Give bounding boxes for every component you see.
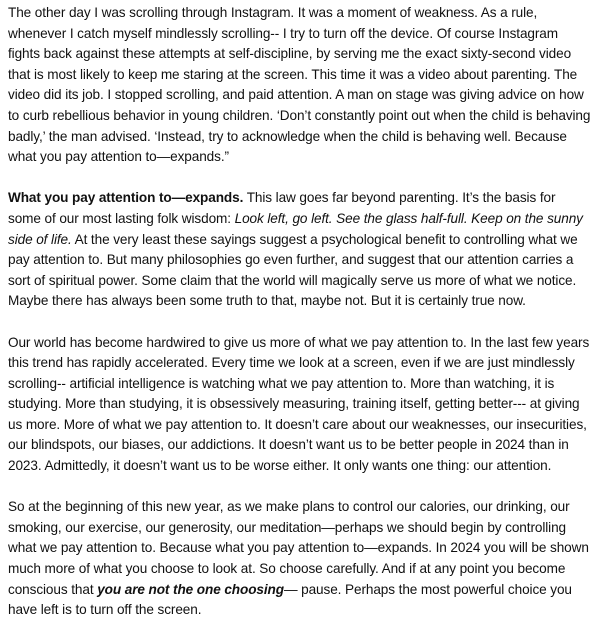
bold-lead-phrase: What you pay attention to—expands. bbox=[8, 190, 244, 206]
paragraph-text: The other day I was scrolling through Instagram. It was a moment of weakness. As a rule, whenever I catch myself mindlessly scrolling-- I try to turn off the device. Of course Instagram fights back against these attempts at self-discipline, by serving me the exact sixty-second video that is most likely to keep me staring at the screen. This time it was a video about parenting. The video did its job. I stopped scrolling, and paid attention. A man on stage was giving advice on how to curb rebellious behavior in young children. ‘Don’t constantly point out when the child is behaving badly,’ the man advised. ‘Instead, try to acknowledge when the child is behaving well. Because what you pay attention to—expands.” bbox=[8, 5, 591, 165]
italic-folk-wisdom: Look left, go left. See the glass half-full. Keep on the sunny side of life. bbox=[8, 210, 583, 247]
paragraph-text: Our world has become hardwired to give us more of what we pay attention to. In the last few years this trend has rapidly accelerated. Every time we look at a screen, even if we are just mindlessly scrolling-- artificial intelligence is watching what we pay attention to. More than watching, it is studying. More than studying, it is obsessively measuring, training itself, getting better--- at giving us more. More of what we pay attention to. It doesn’t care about our weaknesses, our insecurities, our blindspots, our biases, our addictions. It doesn’t want us to be better people in 2024 than in 2023. Admittedly, it doesn’t want us to be worse either. It only wants one thing: our attention. bbox=[8, 334, 590, 474]
paragraph-text: At the very least these sayings suggest a psychological benefit to controlling what we pay attention to. But many philosophies go even further, and suggest that our attention carries a sort of spiritual power. Some claim that the world will magically serve us more of what we notice. Maybe there has always been some truth to that, maybe not. But it is certainly true now. bbox=[8, 231, 578, 309]
paragraph-instagram-story bbox=[8, 3, 591, 168]
bold-italic-emphasis: you are not the one choosing bbox=[97, 581, 284, 597]
paragraph-text: — pause. Perhaps the most powerful choice you have left is to turn off the screen. bbox=[8, 581, 572, 618]
paragraph-new-year bbox=[8, 497, 591, 621]
paragraph-text: This law goes far beyond parenting. It’s the basis for some of our most lasting folk wisdom: bbox=[8, 190, 556, 226]
paragraph-attention-law bbox=[8, 188, 591, 312]
paragraph-hardwired-world bbox=[8, 333, 591, 477]
paragraph-text: So at the beginning of this new year, as we make plans to control our calories, our drinking, our smoking, our exercise, our generosity, our meditation—perhaps we should begin by controlling what we pay attention to. Because what you pay attention to—expands. In 2024 you will be shown much more of what you choose to look at. So choose carefully. And if at any point you become conscious that bbox=[8, 499, 589, 597]
